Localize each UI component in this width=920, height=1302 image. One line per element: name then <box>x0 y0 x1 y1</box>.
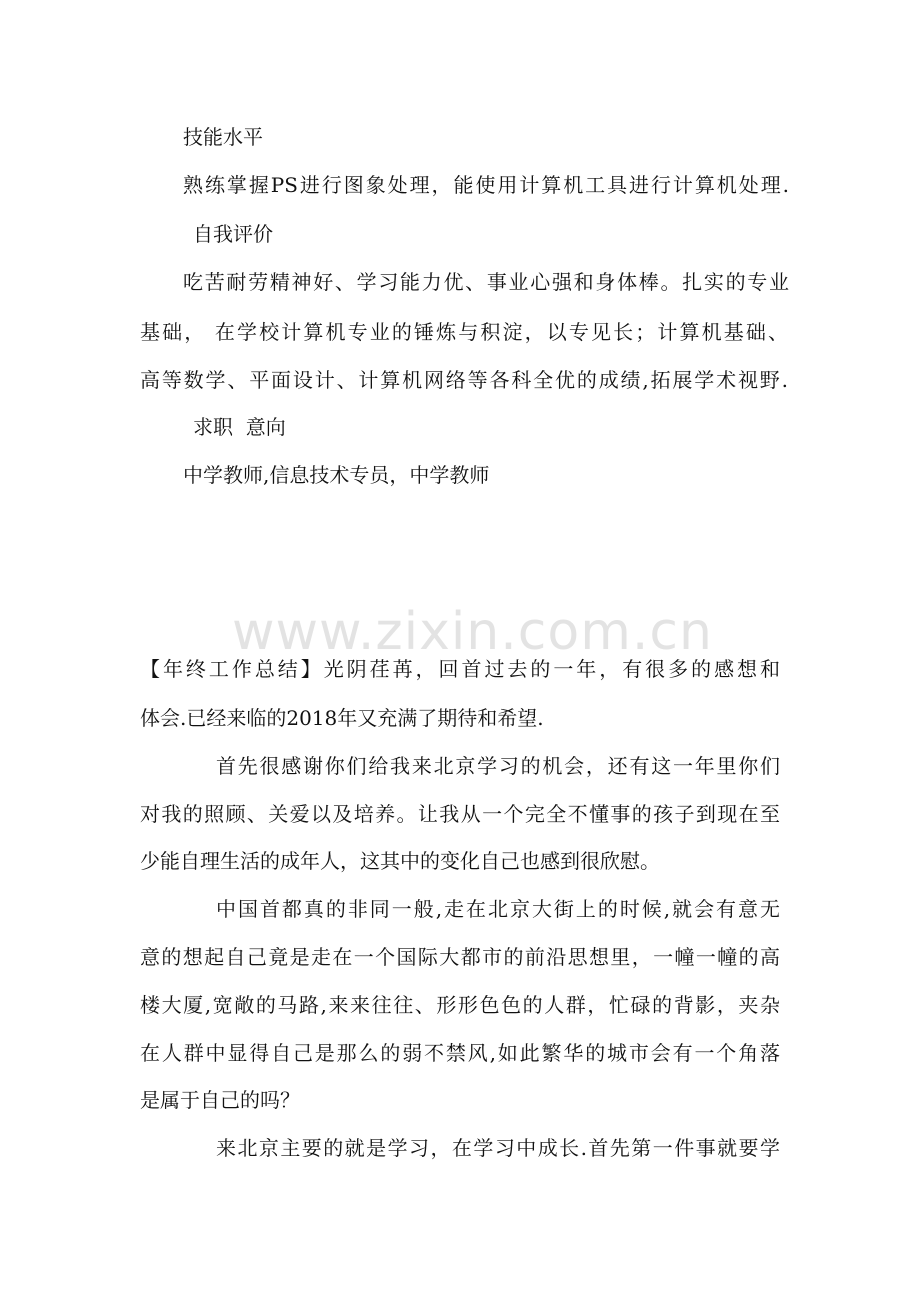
self-eval-heading: 自我评价 <box>193 222 273 246</box>
summary-line: 是属于自己的吗？ <box>140 1088 300 1112</box>
summary-line: 来北京主要的就是学习，在学习中成长.首先第一件事就要学 <box>216 1136 780 1160</box>
summary-line: 对我的照顾、关爱以及培养。让我从一个完全不懂事的孩子到现在至 <box>140 802 780 826</box>
summary-line: 中国首都真的非同一般,走在北京大街上的时候,就会有意无 <box>216 897 780 921</box>
job-intent-heading: 求职 意向 <box>193 415 286 439</box>
summary-line: 体会.已经来临的2018年又充满了期待和希望. <box>140 706 544 730</box>
summary-line: 少能自理生活的成年人，这其中的变化自己也感到很欣慰。 <box>140 849 660 873</box>
self-eval-line: 高等数学、平面设计、计算机网络等各科全优的成绩,拓展学术视野. <box>140 368 788 392</box>
skills-heading: 技能水平 <box>183 125 263 149</box>
summary-line: 在人群中显得自己是那么的弱不禁风,如此繁华的城市会有一个角落 <box>140 1041 780 1065</box>
job-intent-text: 中学教师,信息技术专员，中学教师 <box>183 463 490 487</box>
self-eval-line: 吃苦耐劳精神好、学习能力优、事业心强和身体棒。扎实的专业 <box>183 270 789 294</box>
summary-line: 意的想起自己竟是走在一个国际大都市的前沿思想里，一幢一幢的高 <box>140 945 780 969</box>
watermark: www.zixin.com.cn <box>232 602 713 662</box>
self-eval-line: 基础， 在学校计算机专业的锤炼与积淀，以专见长；计算机基础、 <box>140 320 788 344</box>
summary-line: 楼大厦,宽敞的马路,来来往往、形形色色的人群，忙碌的背影，夹杂 <box>140 993 780 1017</box>
skills-text: 熟练掌握PS进行图象处理，能使用计算机工具进行计算机处理. <box>183 173 789 197</box>
summary-line: 首先很感谢你们给我来北京学习的机会，还有这一年里你们 <box>216 754 780 778</box>
summary-line: 【年终工作总结】光阴荏苒，回首过去的一年，有很多的感想和 <box>140 657 780 681</box>
